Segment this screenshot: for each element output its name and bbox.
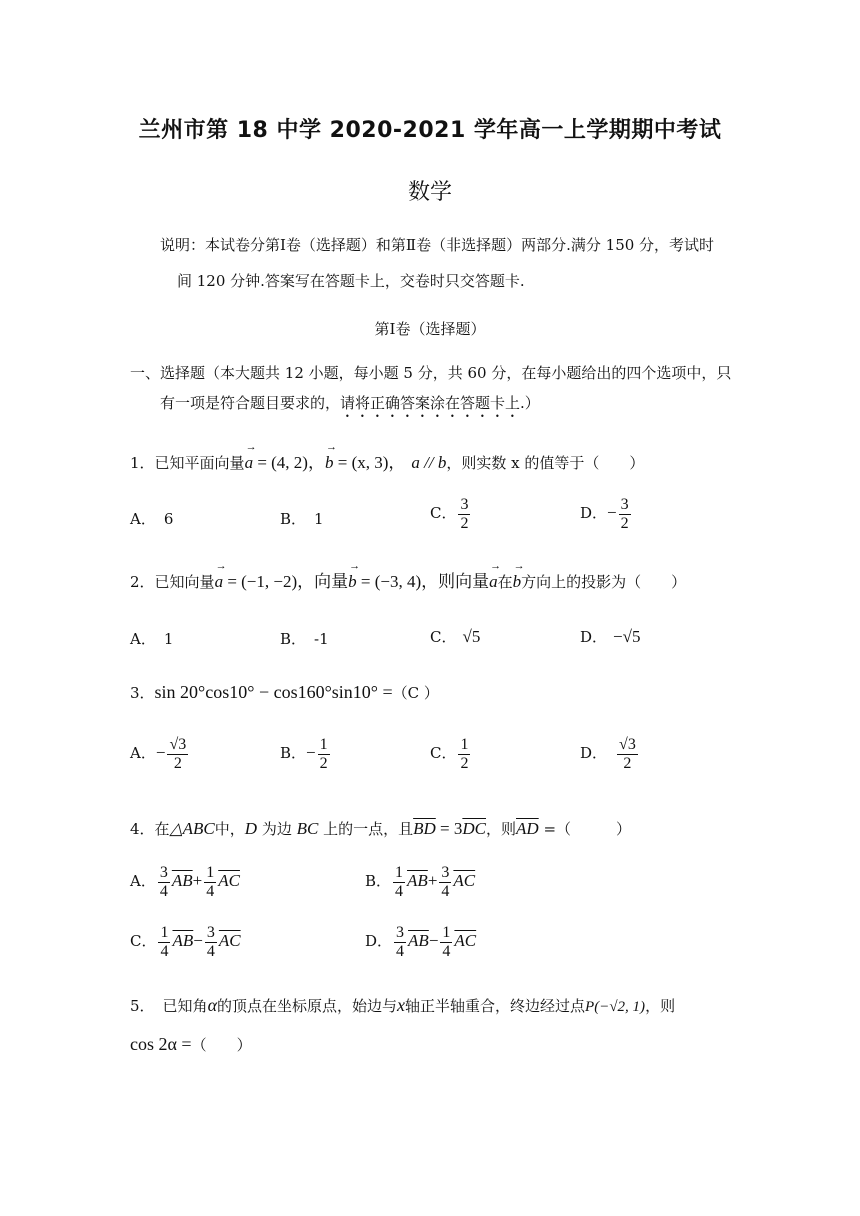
- question-2-stem: [130, 567, 686, 592]
- denominator: 4: [396, 942, 405, 960]
- numerator: 1: [319, 736, 328, 753]
- q2-option-b[interactable]: [280, 628, 329, 649]
- part-one-line-1: 一、选择题（本大题共 12 小题，每小题 5 分，共 60 分，在每小题给出的四个选项中，只: [130, 364, 732, 382]
- angle-alpha: α: [207, 995, 218, 1015]
- stem-text: ，则: [645, 997, 676, 1015]
- fraction: [393, 864, 405, 900]
- option-value: 6: [163, 510, 174, 528]
- question-5-stem: [130, 995, 675, 1016]
- stem-text: （ ）: [191, 1036, 252, 1054]
- denominator: 4: [206, 942, 215, 960]
- stem-math: = (x, 3)，: [333, 453, 406, 472]
- instructions-line-2: 间 120 分钟.答案写在答题卡上，交卷时只交答题卡.: [177, 272, 525, 290]
- option-label: B．: [280, 630, 307, 648]
- q2-option-d[interactable]: [580, 626, 640, 647]
- part-one-emphasis: 请将正确答案涂在答题卡上.: [340, 394, 525, 412]
- q1-option-a[interactable]: [130, 508, 173, 529]
- q1-option-c[interactable]: [430, 496, 472, 532]
- question-number: 1．: [130, 454, 155, 472]
- stem-text: 在: [497, 573, 513, 591]
- option-label: C．: [430, 628, 457, 646]
- question-5-stem-line-2: [130, 1034, 252, 1055]
- instructions-line-1: 说明：本试卷分第Ⅰ卷（选择题）和第Ⅱ卷（非选择题）两部分.满分 150 分，考试时: [160, 236, 715, 254]
- fraction: [617, 736, 638, 772]
- vector-b: → b: [348, 572, 357, 592]
- numerator: 3: [441, 864, 450, 881]
- numerator: 1: [395, 864, 404, 881]
- stem-text: 已知向量: [154, 573, 215, 591]
- stem-text: 已知角: [162, 997, 208, 1015]
- stem-text: 在: [154, 820, 170, 838]
- q4-option-b[interactable]: [365, 864, 475, 900]
- point-d: D: [244, 819, 258, 838]
- denominator: 4: [395, 882, 404, 900]
- numerator: √3: [619, 736, 636, 753]
- vector-ab: $\overline{AB}$: [171, 871, 193, 891]
- q3-option-b[interactable]: [280, 736, 332, 772]
- minus-sign: −: [155, 743, 166, 763]
- vector-ac: $\overline{AC}$: [453, 871, 476, 891]
- q1-option-d[interactable]: [580, 496, 633, 532]
- question-number: 3．: [130, 684, 155, 702]
- q3-option-c[interactable]: [430, 736, 472, 772]
- vector-dc: $\overline{DC}$: [462, 819, 486, 838]
- stem-math: = (−3, 4)，则向量: [356, 572, 490, 591]
- operator: +: [192, 871, 203, 891]
- option-label: A．: [130, 872, 156, 891]
- vector-ac: $\overline{AC}$: [218, 871, 240, 891]
- option-label: D．: [580, 744, 608, 763]
- option-label: B．: [365, 872, 392, 891]
- stem-math: sin 20°cos10° − cos160°sin10° =: [154, 682, 393, 702]
- part-one-line-2-suffix: ）: [524, 394, 540, 412]
- stem-text: 的顶点在坐标原点，始边与: [217, 997, 398, 1015]
- parallel-relation: a // b: [411, 453, 447, 472]
- stem-text: 中，: [214, 820, 245, 838]
- stem-text: ，则: [486, 820, 517, 838]
- vector-b: → b: [513, 572, 522, 592]
- vector-a: → a: [489, 572, 498, 592]
- operator: −: [193, 931, 203, 951]
- option-value: 1: [163, 630, 174, 648]
- stem-math: = (4, 2)，: [253, 453, 325, 472]
- stem-text: 已知平面向量: [154, 454, 245, 472]
- denominator: 4: [442, 942, 451, 960]
- question-3-stem: [130, 682, 439, 703]
- fraction: [167, 736, 188, 772]
- denominator: 2: [620, 514, 629, 532]
- numerator: 3: [460, 496, 469, 513]
- fraction: [439, 864, 451, 900]
- numerator: √3: [169, 736, 187, 753]
- option-label: D．: [580, 628, 608, 646]
- question-1-stem: [130, 448, 644, 473]
- stem-text: 为边: [257, 820, 297, 838]
- option-label: B．: [280, 744, 307, 763]
- denominator: 2: [319, 754, 328, 772]
- numerator: 1: [442, 924, 451, 941]
- part-one-line-2-prefix: 有一项是符合题目要求的，: [160, 394, 341, 412]
- option-label: C．: [430, 744, 457, 763]
- option-value: √5: [462, 627, 481, 646]
- option-label: D．: [365, 932, 393, 951]
- option-label: C．: [130, 932, 157, 951]
- question-number: 5．: [130, 997, 155, 1015]
- stem-text: =（ ）: [538, 820, 632, 838]
- stem-math: cos 2α =: [130, 1034, 192, 1054]
- fraction: [440, 924, 452, 960]
- stem-text: 轴正半轴重合，终边经过点: [405, 997, 586, 1015]
- operator: +: [427, 871, 438, 891]
- q1-option-b[interactable]: [280, 508, 324, 529]
- stem-text: ，则实数 x 的值等于（ ）: [446, 454, 645, 472]
- denominator: 4: [206, 882, 215, 900]
- numerator: 3: [396, 924, 405, 941]
- numerator: 1: [206, 864, 215, 881]
- denominator: 2: [623, 754, 632, 772]
- option-value: -1: [314, 630, 329, 648]
- q2-option-c[interactable]: [430, 626, 480, 647]
- stem-math: = (−1, −2)，向量: [223, 572, 349, 591]
- denominator: 4: [159, 882, 168, 900]
- option-label: B．: [280, 510, 307, 528]
- q4-option-d[interactable]: [365, 924, 476, 960]
- fraction: [158, 864, 170, 900]
- option-label: D．: [580, 504, 608, 523]
- fraction: [619, 496, 631, 532]
- numerator: 1: [460, 736, 469, 753]
- question-number: 2．: [130, 573, 155, 591]
- point-p: P(−√2, 1): [585, 999, 646, 1015]
- option-label: C．: [430, 504, 457, 523]
- numerator: 3: [620, 496, 629, 513]
- numerator: 3: [159, 864, 168, 881]
- option-label: A．: [130, 744, 156, 763]
- vector-ac: $\overline{AC}$: [218, 931, 241, 951]
- exam-title: 兰州市第 18 中学 2020-2021 学年高一上学期期中考试: [138, 118, 722, 143]
- fraction: [458, 496, 470, 532]
- x-axis-symbol: x: [397, 995, 406, 1015]
- operator: −: [428, 931, 439, 951]
- q3-option-d[interactable]: [580, 736, 640, 772]
- fraction: [458, 736, 470, 772]
- vector-bd: $\overline{BD}$: [413, 819, 436, 838]
- segment-bc: BC: [296, 819, 319, 838]
- q4-option-c[interactable]: [130, 924, 241, 960]
- stem-text: （C ）: [392, 684, 439, 702]
- triangle-abc: △ABC: [169, 819, 215, 838]
- stem-text: 上的一点，且: [318, 820, 414, 838]
- denominator: 2: [173, 754, 182, 772]
- question-4-stem: [130, 818, 631, 839]
- denominator: 4: [160, 942, 169, 960]
- subject-title: 数学: [407, 180, 452, 205]
- numerator: 1: [160, 924, 169, 941]
- fraction: [158, 924, 170, 960]
- option-value: −√5: [613, 627, 641, 646]
- fraction: [205, 924, 217, 960]
- fraction: [318, 736, 330, 772]
- vector-ac: $\overline{AC}$: [454, 931, 477, 951]
- denominator: 4: [441, 882, 450, 900]
- vector-ad: $\overline{AD}$: [516, 819, 539, 838]
- part-one-line-2: [160, 392, 540, 421]
- option-label: A．: [130, 630, 156, 648]
- stem-math: = 3: [435, 819, 463, 838]
- denominator: 2: [460, 754, 469, 772]
- q3-option-a[interactable]: [130, 736, 190, 772]
- option-label: A．: [130, 510, 156, 528]
- vector-b: → b: [325, 453, 334, 473]
- vector-ab: $\overline{AB}$: [408, 931, 429, 951]
- denominator: 2: [460, 514, 469, 532]
- q4-option-a[interactable]: [130, 864, 240, 900]
- question-number: 4．: [130, 820, 155, 838]
- minus-sign: −: [607, 503, 617, 523]
- fraction: [394, 924, 406, 960]
- vector-ab: $\overline{AB}$: [407, 871, 428, 891]
- q2-option-a[interactable]: [130, 628, 173, 649]
- vector-a: → a: [215, 572, 224, 592]
- numerator: 3: [206, 924, 215, 941]
- fraction: [204, 864, 216, 900]
- vector-a: → a: [245, 453, 254, 473]
- stem-text: 方向上的投影为（ ）: [521, 573, 687, 591]
- minus-sign: −: [306, 743, 316, 763]
- option-value: 1: [314, 510, 324, 528]
- section-title: 第Ⅰ卷（选择题）: [374, 320, 486, 338]
- vector-ab: $\overline{AB}$: [172, 931, 194, 951]
